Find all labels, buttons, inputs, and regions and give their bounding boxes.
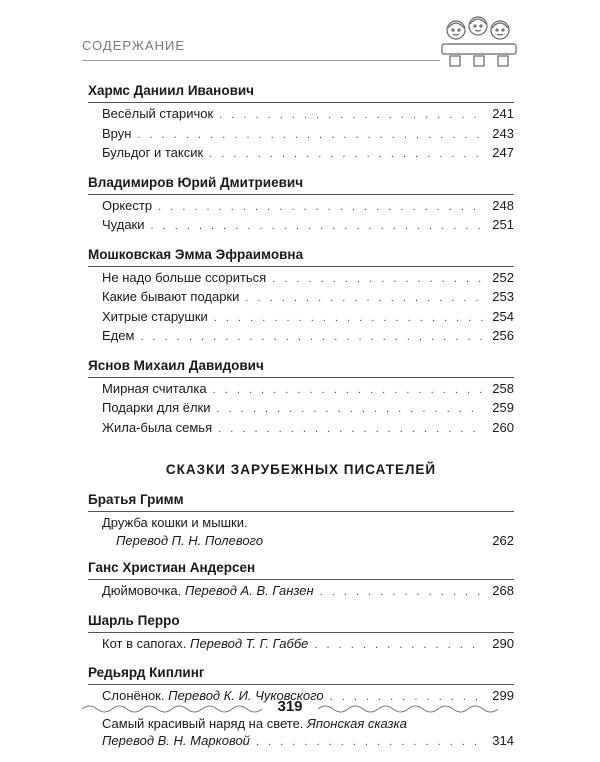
children-logo-icon — [436, 14, 522, 72]
author-name: Ганс Христиан Андерсен — [88, 559, 514, 580]
entry-page: 314 — [492, 733, 514, 748]
entry-translation: Перевод Т. Г. Габбе — [190, 635, 309, 651]
entry-page: 248 — [492, 197, 514, 213]
entry-translation: Перевод В. Н. Марковой — [102, 733, 250, 748]
header-rule — [82, 60, 440, 61]
author-name: Владимиров Юрий Дмитриевич — [88, 174, 514, 195]
entry-page: 268 — [492, 583, 514, 598]
entry-page: 241 — [492, 106, 514, 121]
toc-entry[interactable] — [102, 732, 514, 752]
entry-title: Чудаки — [102, 217, 145, 232]
entry-title: Мирная считалка — [102, 380, 207, 396]
toc-entry[interactable] — [102, 380, 514, 400]
entry-title: Весёлый старичок — [102, 106, 214, 121]
entry-title: Хитрые старушки — [102, 308, 208, 324]
toc-entry[interactable] — [102, 105, 514, 125]
entry-page: 256 — [492, 328, 514, 343]
entry-page: 299 — [492, 688, 514, 703]
entry-page: 258 — [492, 380, 514, 396]
entry-translation: Перевод А. В. Ганзен — [184, 583, 314, 598]
author-name: Мошковская Эмма Эфраимовна — [88, 246, 514, 267]
table-of-contents — [88, 74, 514, 762]
author-group — [88, 559, 514, 602]
toc-entry[interactable] — [102, 532, 514, 550]
entry-page: 260 — [492, 419, 514, 435]
author-group — [88, 612, 514, 655]
toc-entry[interactable] — [102, 399, 514, 419]
entry-translation: Перевод П. Н. Полевого — [116, 532, 264, 548]
toc-entry[interactable] — [102, 308, 514, 328]
toc-entry[interactable] — [102, 327, 514, 347]
entry-note: Японская сказка — [307, 715, 407, 731]
author-name: Хармс Даниил Иванович — [88, 82, 514, 103]
author-name: Редьярд Киплинг — [88, 664, 514, 685]
entry-page: 243 — [492, 125, 514, 141]
toc-entry[interactable] — [102, 216, 514, 236]
entry-title: Бульдог и таксик — [102, 145, 204, 160]
entry-translation: Перевод К. И. Чуковского — [168, 688, 324, 703]
entry-page: 262 — [492, 532, 514, 548]
entry-page: 251 — [492, 217, 514, 232]
page-header-title: СОДЕРЖАНИЕ — [82, 38, 186, 53]
entry-page: 290 — [492, 635, 514, 651]
entry-title: Дюймовочка. — [102, 583, 182, 598]
entry-title: Кот в сапогах. — [102, 635, 187, 651]
entry-title: Слонёнок. — [102, 688, 165, 703]
entry-page: 253 — [492, 289, 514, 304]
toc-entry[interactable] — [102, 144, 514, 164]
author-group — [88, 246, 514, 347]
toc-entry-multiline[interactable] — [102, 715, 514, 733]
toc-entry[interactable] — [102, 197, 514, 217]
entry-title: Самый красивый наряд на свете. — [102, 715, 304, 731]
entry-title: Едем — [102, 328, 135, 343]
author-group — [88, 491, 514, 549]
entry-title: Дружба кошки и мышки. — [102, 515, 248, 530]
toc-entry[interactable] — [102, 582, 514, 602]
entry-title: Подарки для ёлки — [102, 400, 211, 415]
author-group — [88, 357, 514, 439]
entry-title: Врун — [102, 125, 132, 141]
entry-title: Не надо больше ссориться — [102, 269, 267, 285]
entry-page: 247 — [492, 145, 514, 160]
toc-entry[interactable] — [102, 288, 514, 308]
entry-title: Жила-была семья — [102, 419, 213, 435]
author-name: Яснов Михаил Давидович — [88, 357, 514, 378]
entry-title: Какие бывают подарки — [102, 289, 240, 304]
entry-page: 259 — [492, 400, 514, 415]
entry-page: 254 — [492, 308, 514, 324]
author-name: Братья Гримм — [88, 491, 514, 512]
author-group — [88, 82, 514, 164]
toc-entry[interactable] — [102, 635, 514, 655]
toc-entry[interactable] — [102, 125, 514, 145]
entry-title: Оркестр — [102, 197, 153, 213]
page-number: 319 — [277, 698, 303, 715]
author-name: Шарль Перро — [88, 612, 514, 633]
footer-ornament — [318, 702, 498, 716]
toc-entry[interactable] — [102, 269, 514, 289]
toc-entry[interactable] — [102, 419, 514, 439]
author-group — [88, 174, 514, 236]
entry-page: 252 — [492, 269, 514, 285]
section-heading: СКАЗКИ ЗАРУБЕЖНЫХ ПИСАТЕЛЕЙ — [165, 462, 437, 477]
